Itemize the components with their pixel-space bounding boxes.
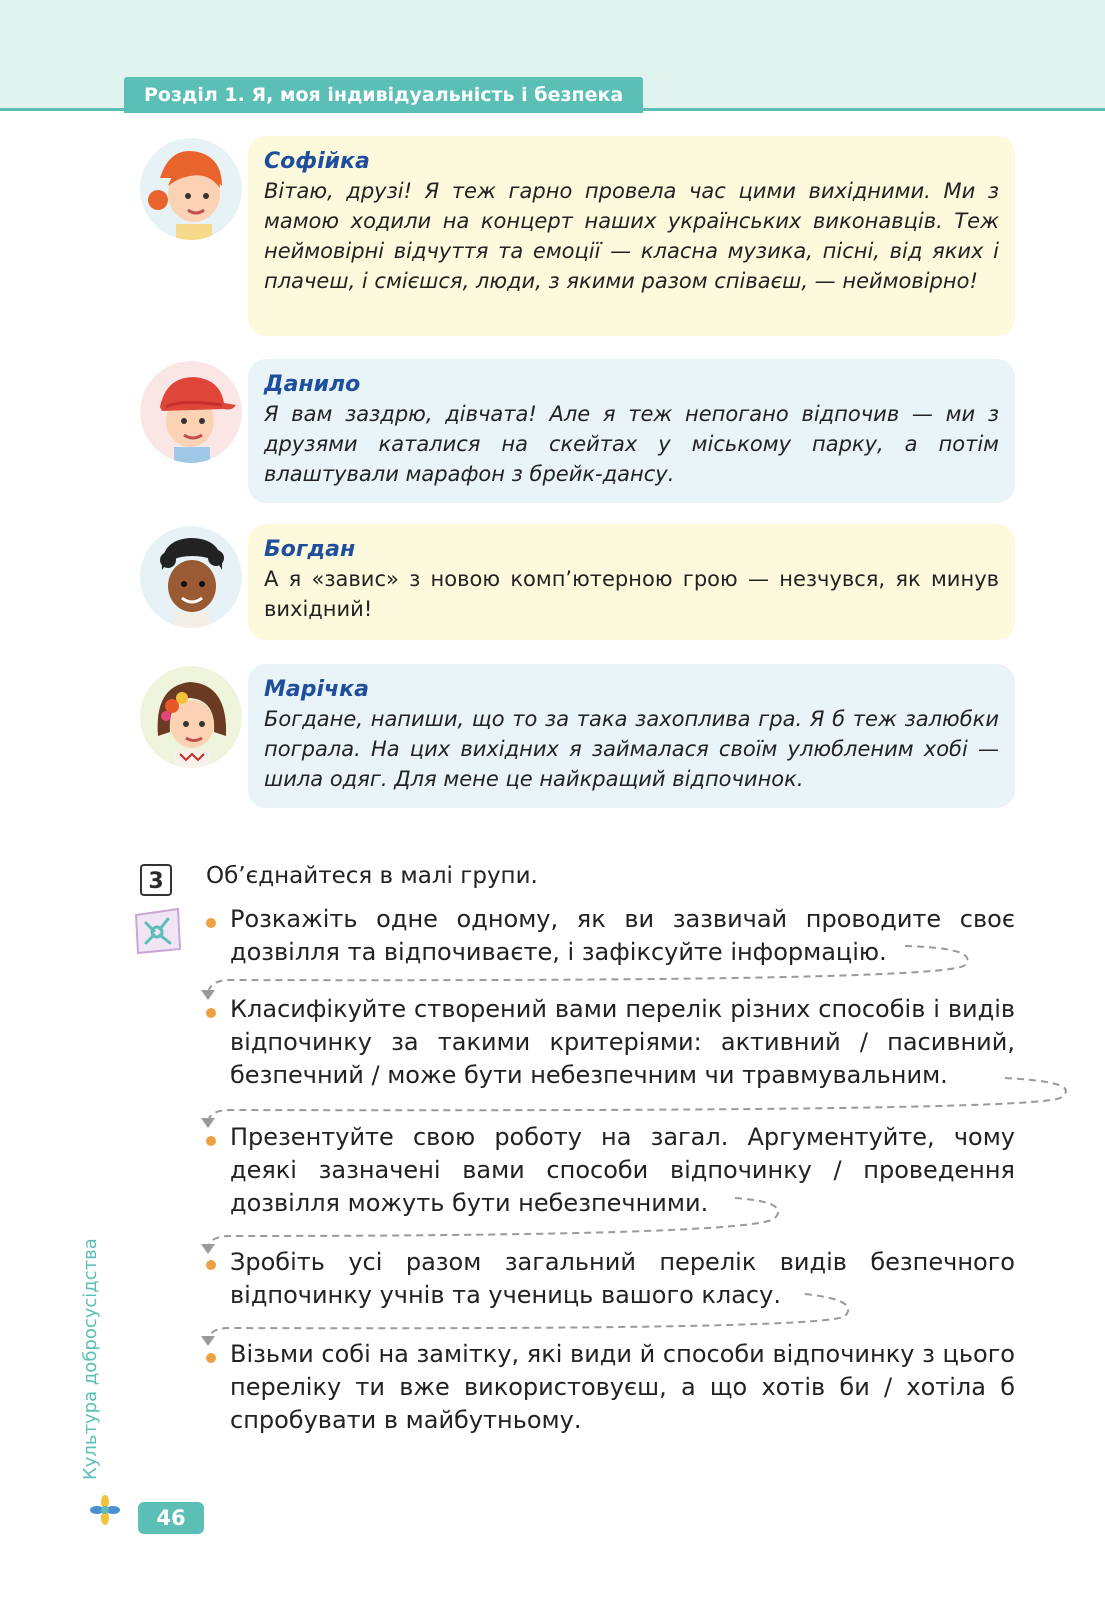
page-number: 46	[138, 1502, 204, 1534]
speaker-name: Данило	[264, 372, 361, 397]
side-label: Культура добросусідства	[80, 1238, 101, 1480]
task-item: Візьми собі на замітку, які види й способи відпочинку з цього переліку ти вже використовуєш, а що хотів би / хотіла б спробувати в майбутньому.	[230, 1340, 1015, 1434]
speech-text: Богдане, напиши, що то за така захоплива гра. Я б теж залюбки пограла. На цих вихідних я займалася своїм улюбленим хобі — шила одяг. Для мене це найкращий відпочинок.	[264, 707, 999, 791]
task-item: Розкажіть одне одному, як ви зазвичай проводите своє дозвілля та відпочиваєте, і зафіксуйте інформацію.	[230, 905, 1015, 966]
task-number: 3	[140, 864, 172, 896]
task-item: Презентуйте свою роботу на загал. Аргументуйте, чому деякі зазначені вами способи відпочинку / проведення дозвілля можуть бути небезпечними.	[230, 1123, 1015, 1217]
speech-text: Вітаю, друзі! Я теж гарно провела час цими вихідними. Ми з мамою ходили на концерт наших українських виконавців. Теж неймовірні відчуття та емоції — класна музика, пісні, від яких і плачеш, і смієшся, люди, з якими разом співаєш, — неймовірно!	[264, 179, 999, 293]
speech-text: Я вам заздрю, дівчата! Але я теж непогано відпочив — ми з друзями каталися на скейтах у міському парку, а потім влаштували марафон з брейк-дансу.	[264, 402, 999, 486]
task-title: Об’єднайтеся в малі групи.	[206, 863, 538, 889]
task-item: Класифікуйте створений вами перелік різних способів і видів відпочинку за такими критеріями: активний / пасивний, безпечний / може бути небезпечним чи травмувальним.	[230, 995, 1015, 1089]
section-title: Розділ 1. Я, моя індивідуальність і безпека	[124, 77, 643, 113]
speaker-name: Софійка	[264, 149, 370, 174]
speaker-name: Марічка	[264, 677, 369, 702]
speaker-name: Богдан	[264, 537, 356, 562]
speech-text: А я «завис» з новою комп’ютерною грою — незчувся, як минув вихідний!	[264, 567, 999, 621]
task-item: Зробіть усі разом загальний перелік видів безпечного відпочинку учнів та учениць вашого класу.	[230, 1248, 1015, 1309]
flower-icon	[90, 1495, 120, 1525]
